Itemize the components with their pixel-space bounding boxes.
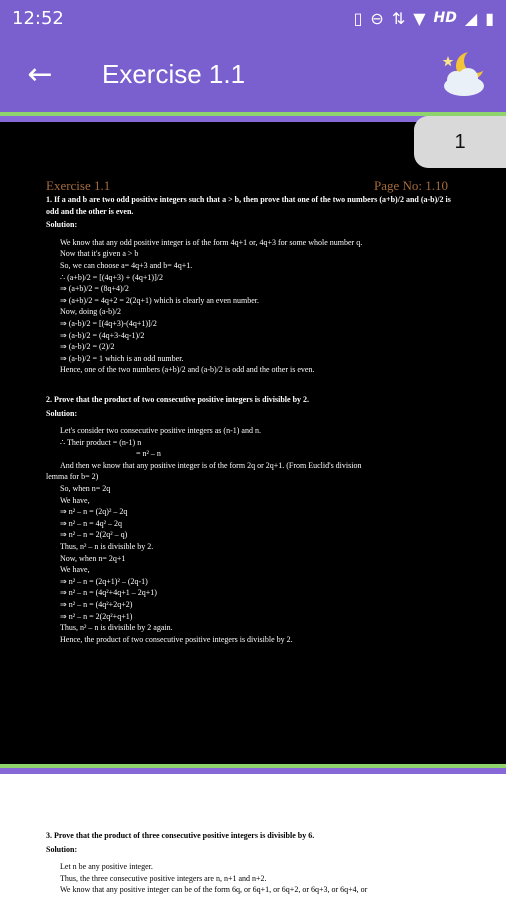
text-line: Now, doing (a-b)/2 [60, 307, 122, 317]
text-line: Let n be any positive integer. [60, 862, 153, 872]
text-line: Thus, n² – n is divisible by 2 again. [60, 623, 173, 633]
text-line: Thus, n² – n is divisible by 2. [60, 542, 154, 552]
text-line: ⇒ n² – n = (4q²+4q+1 – 2q+1) [60, 588, 157, 598]
page-title: Exercise 1.1 [102, 58, 246, 89]
text-line: ⇒ (a+b)/2 = 4q+2 = 2(2q+1) which is clearly an even number. [60, 295, 259, 305]
text-line: Now, when n= 2q+1 [60, 553, 126, 563]
text-line: Hence, the product of two consecutive positive integers is divisible by 2. [60, 634, 293, 644]
text-line: So, we can choose a= 4q+3 and b= 4q+1. [60, 260, 193, 270]
text-line: lemma for b= 2) [46, 472, 99, 482]
signal-icon: ◢ [464, 8, 478, 28]
battery-icon: ▮ [485, 8, 494, 28]
status-time: 12:52 [12, 7, 64, 29]
text-line: Now that it's given a > b [60, 249, 139, 259]
app-bar [0, 36, 506, 112]
wifi-icon: ▼ [413, 8, 426, 28]
page-number-badge[interactable]: 1 [414, 116, 506, 168]
text-line: Hence, one of the two numbers (a+b)/2 and (a-b)/2 is odd and the other is even. [60, 365, 315, 375]
question-2: 2. Prove that the product of two consecutive positive integers is divisible by 2. [46, 394, 310, 404]
text-line: ⇒ n² – n = 2(2q²+q+1) [60, 611, 133, 621]
status-icons [354, 9, 494, 28]
text-line: ⇒ n² – n = (2q)² – 2q [60, 507, 128, 517]
exercise-label: Exercise 1.1 [46, 178, 111, 193]
solution-label: Solution: [46, 408, 78, 418]
document-body [46, 830, 466, 896]
page-header [46, 178, 448, 194]
text-line: Thus, the three consecutive positive integers are n, n+1 and n+2. [60, 873, 267, 883]
text-line: ∴ Their product = (n-1) n [60, 437, 142, 447]
status-bar [0, 0, 506, 36]
back-button[interactable] [0, 36, 80, 112]
question-3: 3. Prove that the product of three consecutive positive integers is divisible by 6. [46, 831, 315, 840]
text-line: ⇒ (a-b)/2 = (4q+3-4q-1)/2 [60, 330, 145, 340]
page-number-label: Page No: 1.10 [373, 178, 448, 193]
text-line: ⇒ n² – n = 4q² – 2q [60, 518, 123, 528]
text-line: ⇒ (a+b)/2 = (8q+4)/2 [60, 284, 129, 294]
text-line: ⇒ n² – n = (4q²+2q+2) [60, 600, 133, 609]
document-page-2[interactable] [0, 774, 506, 900]
text-line: We have, [60, 495, 90, 505]
text-line: ⇒ n² – n = (2q+1)² – (2q-1) [60, 576, 148, 586]
text-line: ⇒ n² – n = 2(2q² – q) [60, 530, 128, 540]
data-arrows-icon: ⇅ [391, 8, 406, 28]
text-line: ⇒ (a-b)/2 = [(4q+3)-(4q+1)]/2 [60, 318, 157, 328]
vibrate-icon: ▯ [353, 8, 363, 28]
text-line: So, when n= 2q [60, 484, 111, 494]
back-arrow-icon: ← [27, 56, 53, 92]
solution-label: Solution: [46, 844, 78, 854]
text-line: ⇒ (a-b)/2 = (2)/2 [60, 342, 115, 352]
document-body [46, 194, 460, 645]
text-line: We know that any positive integer can be of the form 6q, or 6q+1, or 6q+2, or 6q+3, or 6q+4, or [60, 885, 368, 895]
solution-label: Solution: [46, 220, 78, 230]
text-line: = n² – n [136, 449, 161, 459]
page-divider [0, 764, 506, 774]
text-line: ∴ (a+b)/2 = [(4q+3) + (4q+1)]/2 [60, 272, 163, 282]
text-line: ⇒ (a-b)/2 = 1 which is an odd number. [60, 353, 184, 363]
text-line: We have, [60, 565, 90, 575]
moon-cloud-icon[interactable] [434, 44, 494, 104]
network-label: HD [433, 10, 457, 26]
document-page-1[interactable] [0, 122, 506, 764]
text-line: And then we know that any positive integer is of the form 2q or 2q+1. (From Euclid's division [60, 460, 362, 470]
question-1: 1. If a and b are two odd positive integers such that a > b, then prove that one of the two numbers (a+b)/2 and (a-b)/2 is odd and the other is even. [46, 195, 451, 216]
text-line: Let's consider two consecutive positive integers as (n-1) and n. [60, 426, 261, 436]
text-line: We know that any odd positive integer is of the form 4q+1 or, 4q+3 for some whole number q. [60, 237, 363, 247]
do-not-disturb-icon: ⊖ [370, 8, 384, 28]
